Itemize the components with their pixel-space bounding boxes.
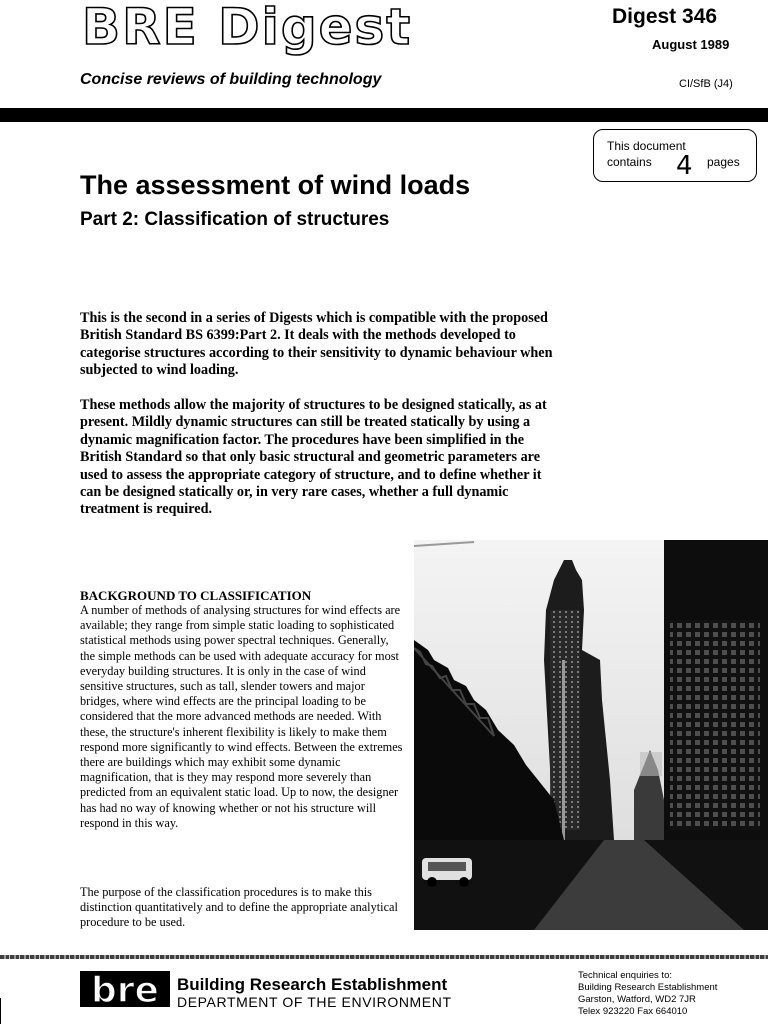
tech-enquiry-line: Telex 923220 Fax 664010 [578, 1006, 688, 1017]
bre-digest-logo: BRE Digest [82, 0, 413, 56]
margin-rule [0, 998, 1, 1024]
technical-enquiries [578, 970, 717, 1018]
section-heading: BACKGROUND TO CLASSIFICATION [80, 588, 312, 603]
bre-logo-text: bre [91, 971, 159, 1007]
body-paragraph: A number of methods of analysing structures for wind effects are available; they range from simple static loading to sophisticated statistical methods using power spectral techniques. Generally, the simple methods can be used with adequate accuracy for most everyday building structures. It is only in the case of wind sensitive structures, such as tall, slender towers and major bridges, where wind effects are the principal loading to be considered that the more advanced methods are needed. With these, the structure's inherent flexibility is likely to make them respond more significantly to wind effects. Between the extremes there are buildings which may exhibit some dynamic magnification, that is they may respond more severely than predicted from an equivalent static load. Up to now, the designer has had no way of knowing whether or not his structure will respond in this way. [80, 603, 403, 830]
tech-enquiry-line: Garston, Watford, WD2 7JR [578, 994, 696, 1005]
classification-code: CI/SfB (J4) [679, 78, 733, 90]
tagline: Concise reviews of building technology [80, 71, 382, 88]
page-count-contains: contains [607, 155, 652, 169]
page-count-box [593, 129, 757, 182]
page-title: The assessment of wind loads [80, 170, 471, 200]
page-count-line1: This document [607, 139, 686, 153]
footer-divider [0, 955, 768, 959]
page-subtitle: Part 2: Classification of structures [80, 209, 390, 230]
tech-enquiry-line: Technical enquiries to: [578, 970, 672, 981]
tower-photograph [414, 540, 768, 930]
page-count-number: 4 [676, 151, 693, 181]
tech-enquiry-line: Building Research Establishment [578, 982, 718, 993]
page-count-pages: pages [707, 155, 740, 169]
lead-paragraph: This is the second in a series of Digests which is compatible with the proposed British Standard BS 6399:Part 2. It deals with the methods developed to categorise structures according to their sensitivity to dynamic behaviour when subjected to wind loading. [80, 310, 553, 379]
header-rule [0, 108, 768, 122]
digest-date: August 1989 [652, 37, 730, 52]
digest-number: Digest 346 [612, 5, 718, 28]
body-paragraph: The purpose of the classification procedures is to make this distinction quantitatively and to define the appropriate analytical procedure to be used. [80, 885, 398, 930]
department-name: DEPARTMENT OF THE ENVIRONMENT [177, 994, 452, 1010]
organisation-name: Building Research Establishment [177, 975, 448, 994]
lead-paragraph: These methods allow the majority of structures to be designed statically, as at present. Mildly dynamic structures can still be treated statically by using a dynamic magnification factor. The procedures have been simplified in the British Standard so that only basic structural and geometric parameters are used to assess the appropriate category of structure, and to define whether it can be designed statically or, in very rare cases, whether a full dynamic treatment is required. [80, 397, 547, 518]
bre-logo [80, 971, 170, 1007]
